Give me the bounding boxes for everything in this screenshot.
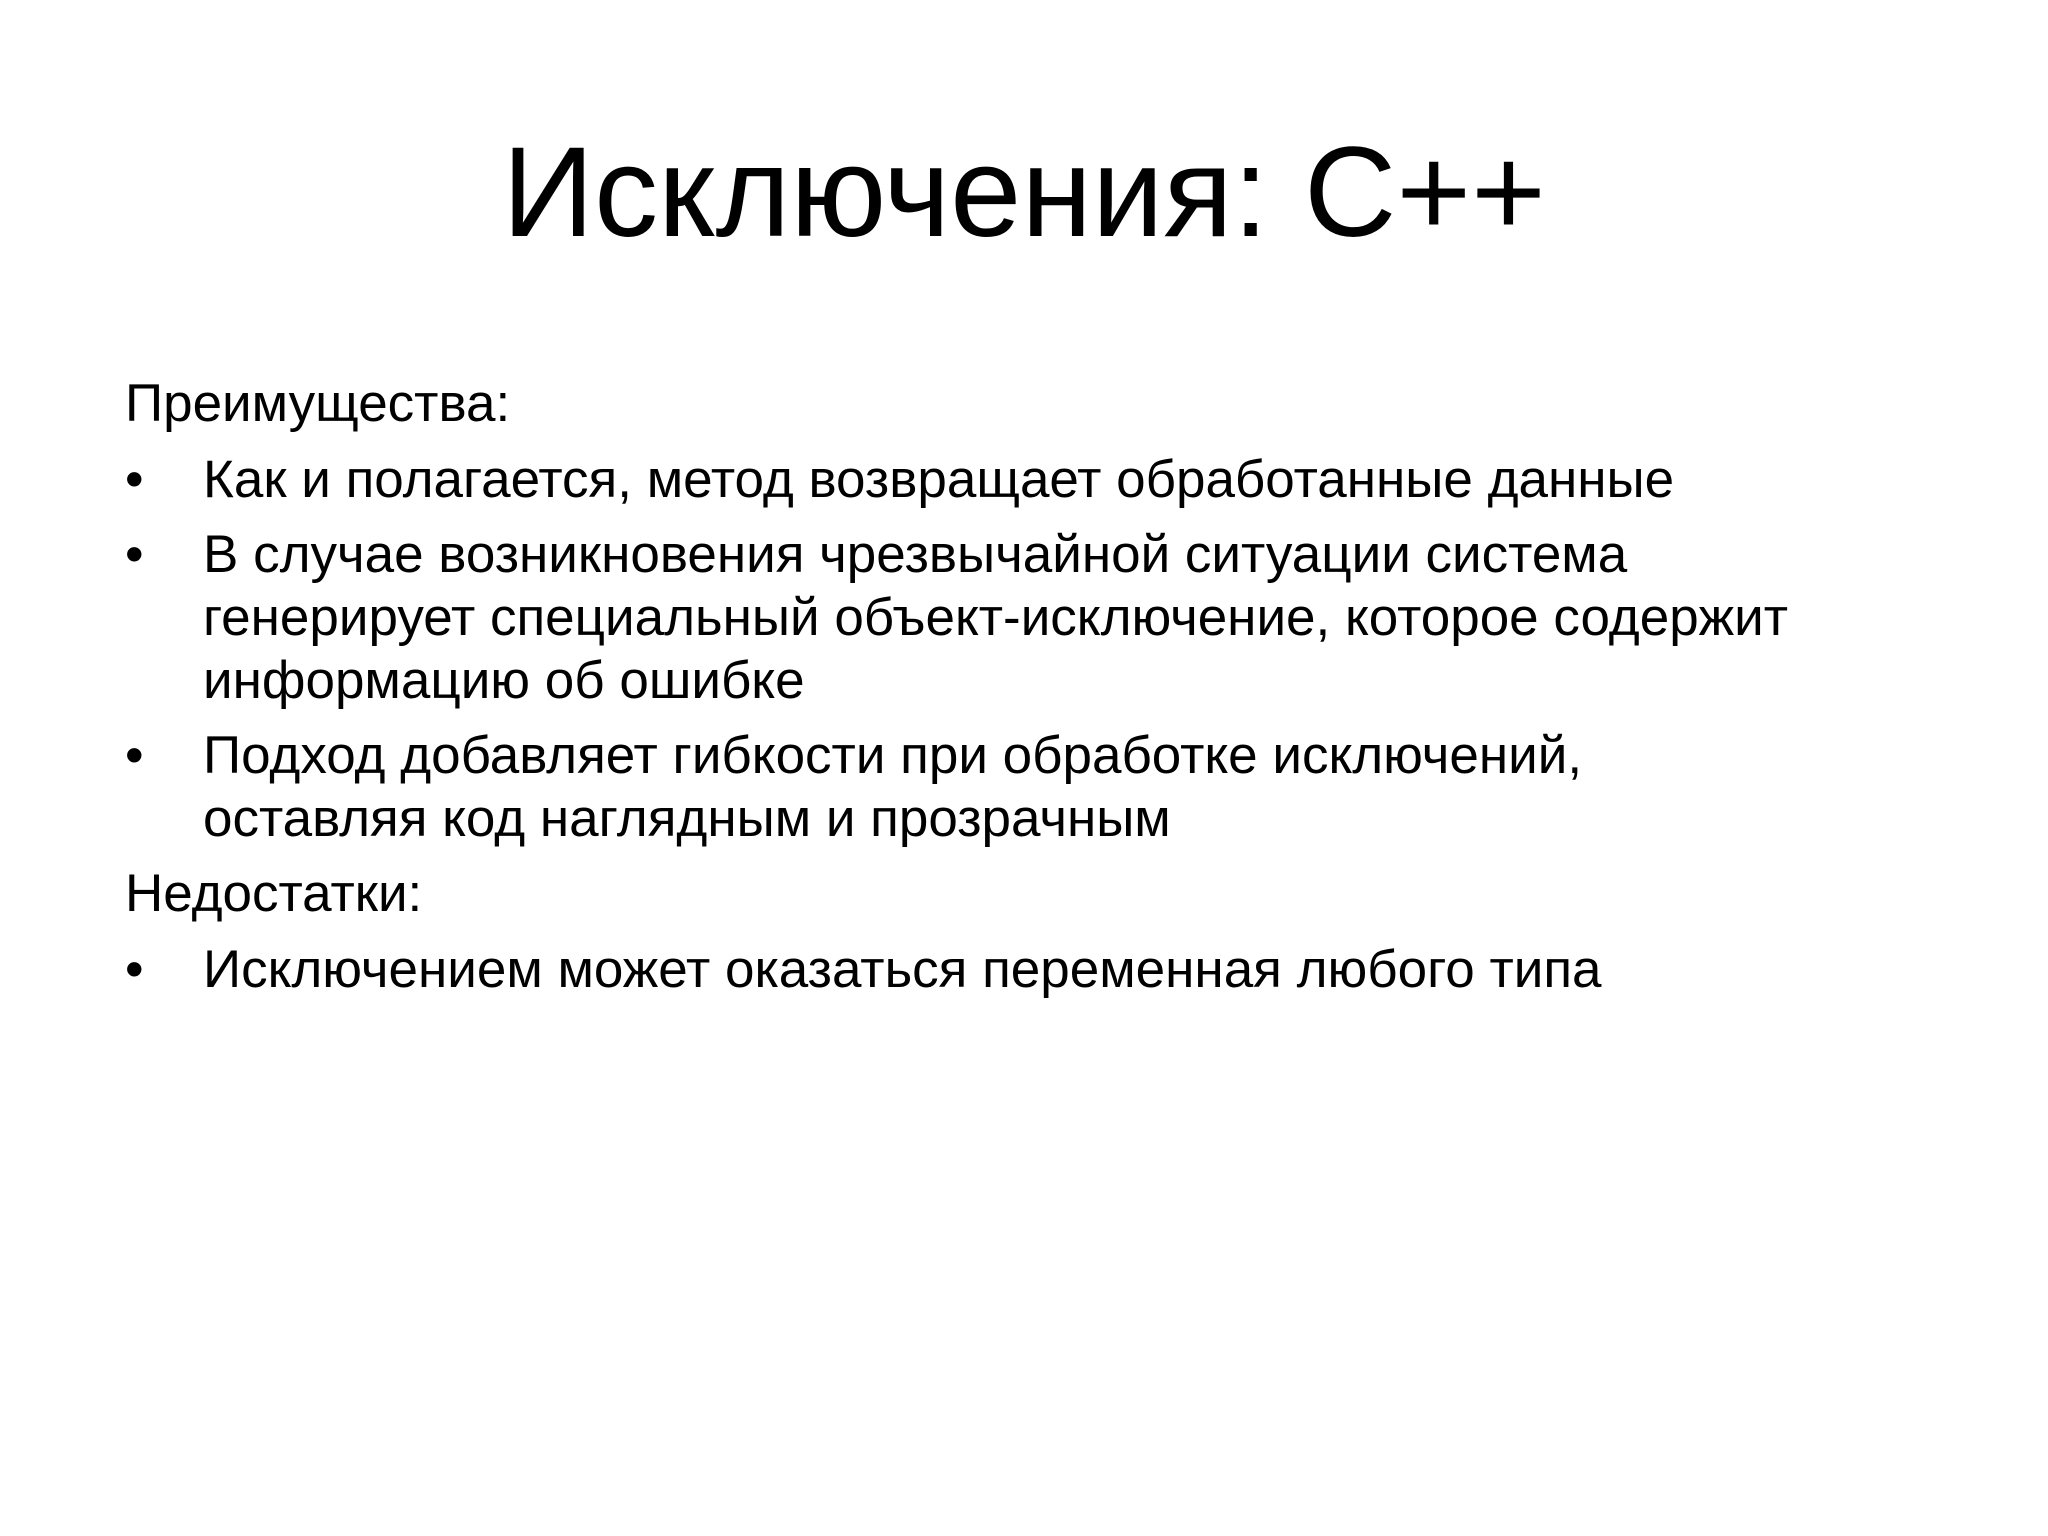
list-item (125, 448, 1985, 511)
bullet-icon: • (125, 726, 144, 785)
slide-title: Исключения: C++ (502, 121, 1546, 264)
item-text: В случае возникновения чрезвычайной ситуации система (203, 525, 1628, 584)
item-text: Как и полагается, метод возвращает обработанные данные (203, 450, 1675, 509)
list-item (125, 938, 1985, 1001)
item-text: информацию об ошибке (203, 651, 805, 710)
bullet-icon: • (125, 940, 144, 999)
bullet-icon: • (125, 525, 144, 584)
item-text: оставляя код наглядным и прозрачным (203, 789, 1171, 848)
section-heading-advantages: Преимущества: (125, 374, 511, 433)
item-text: Исключением может оказаться переменная любого типа (203, 940, 1602, 999)
list-item (125, 724, 1985, 850)
slide-body (125, 372, 1985, 1013)
item-text: Подход добавляет гибкости при обработке исключений, (203, 726, 1583, 785)
section-heading-disadvantages: Недостатки: (125, 864, 423, 923)
advantages-list (125, 448, 1985, 850)
item-text: генерирует специальный объект-исключение, которое содержит (203, 588, 1789, 647)
bullet-icon: • (125, 450, 144, 509)
disadvantages-list (125, 938, 1985, 1001)
list-item (125, 523, 1985, 712)
